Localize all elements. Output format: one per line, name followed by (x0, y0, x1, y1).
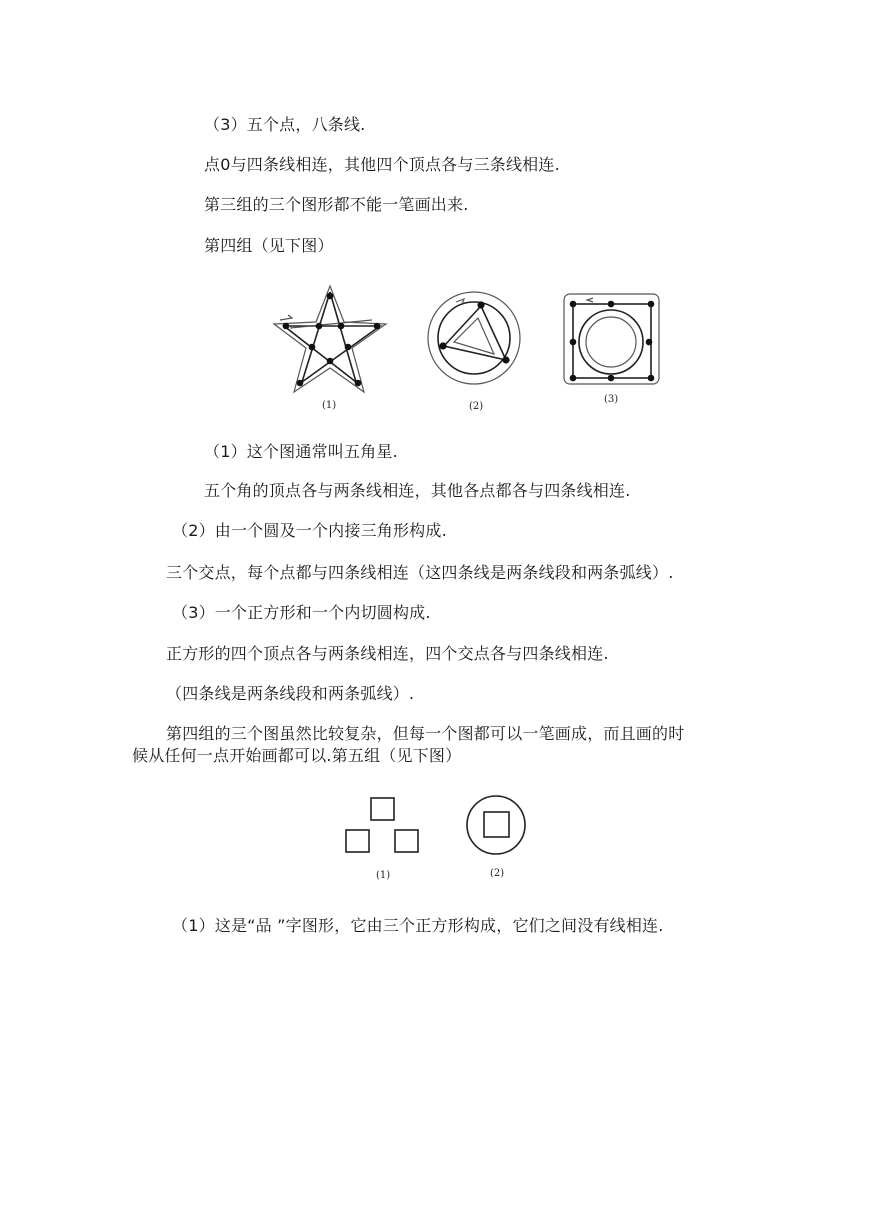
text-line-14: （1）这是“品 ”字图形，它由三个正方形构成，它们之间没有线相连. (172, 916, 664, 935)
figure-square-in-circle (464, 794, 528, 858)
text-line-6: 五个角的顶点各与两条线相连，其他各点都各与四条线相连. (204, 481, 631, 500)
text-line-5: （1）这个图通常叫五角星. (204, 442, 398, 461)
text-line-9: （3）一个正方形和一个内切圆构成. (172, 603, 431, 622)
figure-star (272, 282, 397, 402)
figure-square-circle (563, 292, 663, 388)
caption-g4-3: (3) (604, 394, 619, 405)
text-line-1: （3）五个点，八条线. (204, 115, 366, 134)
text-line-2: 点0与四条线相连，其他四个顶点各与三条线相连. (204, 155, 560, 174)
text-line-10: 正方形的四个顶点各与两条线相连，四个交点各与四条线相连. (166, 644, 609, 663)
text-line-11: （四条线是两条线段和两条弧线）. (166, 684, 415, 703)
text-line-12: 第四组的三个图虽然比较复杂，但每一个图都可以一笔画成，而且画的时 (166, 724, 685, 743)
figure-circle-triangle (426, 290, 526, 390)
text-line-7: （2）由一个圆及一个内接三角形构成. (172, 521, 447, 540)
text-line-4: 第四组（见下图） (204, 236, 334, 255)
figure-pin-squares (344, 796, 420, 856)
caption-g5-2: (2) (490, 868, 505, 879)
caption-g5-1: (1) (376, 870, 391, 881)
text-line-13: 候从任何一点开始画都可以.第五组（见下图） (132, 746, 462, 765)
caption-g4-2: (2) (469, 401, 484, 412)
text-line-3: 第三组的三个图形都不能一笔画出来. (204, 195, 469, 214)
caption-g4-1: (1) (322, 400, 337, 411)
text-line-8: 三个交点，每个点都与四条线相连（这四条线是两条线段和两条弧线）. (166, 563, 674, 582)
